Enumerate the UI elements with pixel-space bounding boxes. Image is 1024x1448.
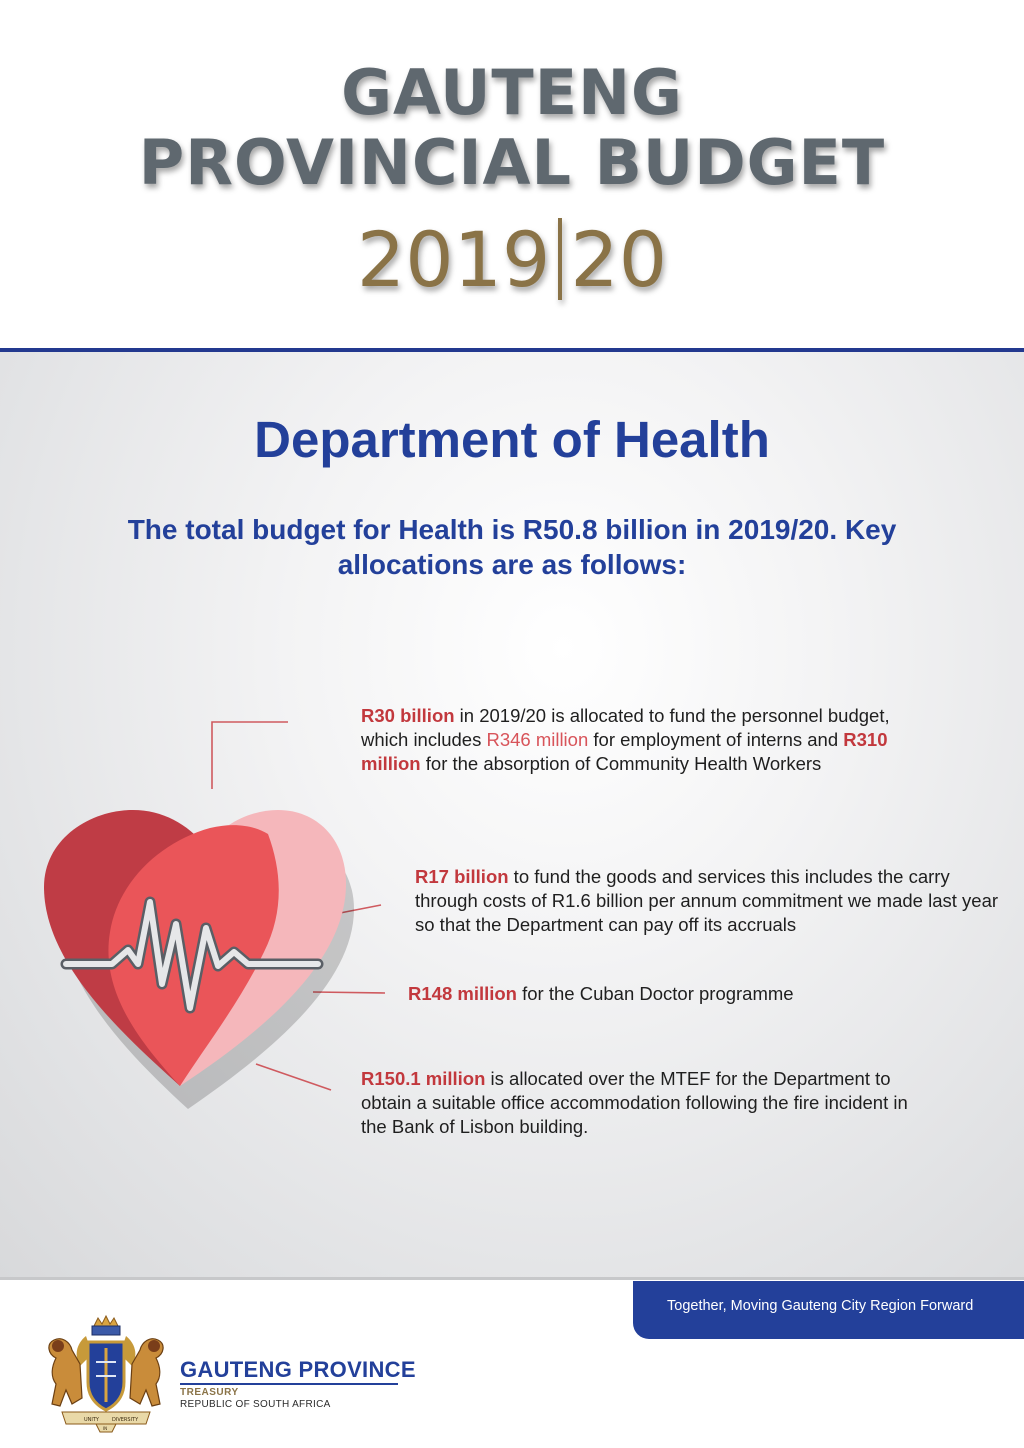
budget-year bbox=[0, 214, 1024, 304]
corner-bracket bbox=[212, 722, 288, 789]
allocation-text: to fund the goods and services this includes the carry through costs of R1.6 billion per annum commitment we made last year so that the Department can pay off its accruals bbox=[415, 866, 999, 935]
allocation-amount: R150.1 million bbox=[361, 1068, 486, 1089]
title-line-2: PROVINCIAL BUDGET bbox=[138, 126, 886, 199]
allocation-amount: R17 billion bbox=[415, 866, 509, 887]
page-header bbox=[0, 0, 1024, 350]
year-separator bbox=[558, 218, 562, 300]
allocation-text: for employment of interns and bbox=[588, 729, 844, 750]
allocation-amount-chw: R310 million bbox=[361, 729, 888, 774]
department-title: Department of Health bbox=[254, 411, 770, 468]
allocation-amount: R30 billion bbox=[361, 705, 455, 726]
republic-label: REPUBLIC OF SOUTH AFRICA bbox=[180, 1399, 331, 1410]
province-name: GAUTENG PROVINCE bbox=[180, 1357, 416, 1382]
svg-text:DIVERSITY: DIVERSITY bbox=[112, 1417, 139, 1423]
tagline: Together, Moving Gauteng City Region Forward bbox=[667, 1298, 974, 1314]
allocation-text: for the Cuban Doctor programme bbox=[516, 983, 794, 1004]
coat-of-arms-icon bbox=[36, 1314, 176, 1436]
allocation-office-accommodation bbox=[361, 1067, 921, 1139]
year-start: 2019 bbox=[356, 214, 551, 304]
province-underline bbox=[180, 1383, 398, 1385]
svg-text:IN: IN bbox=[103, 1426, 108, 1431]
title-line-1: GAUTENG bbox=[341, 56, 683, 129]
svg-text:UNITY: UNITY bbox=[84, 1417, 99, 1423]
allocation-text: in 2019/20 is allocated to fund the personnel budget, which includes bbox=[361, 705, 890, 750]
footer-divider bbox=[0, 1277, 1024, 1280]
year-end: 20 bbox=[570, 214, 668, 304]
allocation-text: for the absorption of Community Health Workers bbox=[420, 753, 822, 774]
treasury-label: TREASURY bbox=[180, 1387, 239, 1398]
tagline-band bbox=[633, 1281, 1024, 1339]
allocation-amount: R148 million bbox=[408, 983, 517, 1004]
allocation-cuban-doctor bbox=[408, 982, 928, 1006]
content-panel bbox=[0, 352, 1024, 1277]
connector-line-3 bbox=[313, 992, 385, 993]
allocation-text: is allocated over the MTEF for the Department to obtain a suitable office accommodation following the fire incident in the Bank of Lisbon building. bbox=[361, 1068, 908, 1137]
allocation-amount-interns: R346 million bbox=[486, 729, 589, 750]
allocation-goods-services bbox=[415, 865, 1005, 937]
allocation-personnel bbox=[361, 704, 921, 776]
connector-line-4 bbox=[256, 1064, 331, 1090]
budget-summary: The total budget for Health is R50.8 billion in 2019/20. Key allocations are as follows: bbox=[127, 514, 897, 580]
